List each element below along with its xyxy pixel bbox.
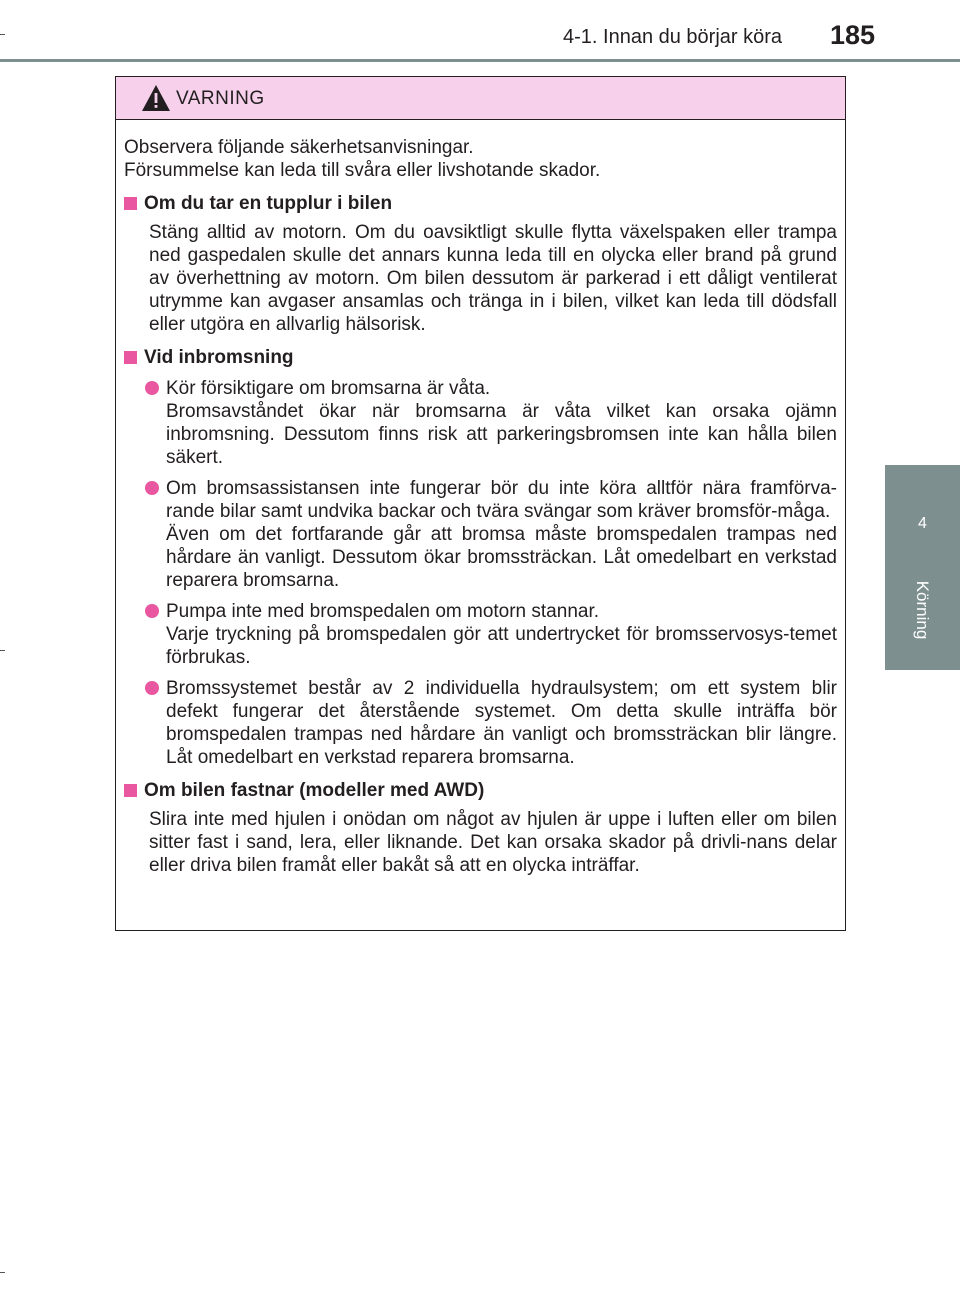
page-number: 185 <box>830 20 876 50</box>
bullet-text: Varje tryckning på bromspedalen gör att undertrycket för bromsservosys-temet förbrukas. <box>166 624 837 668</box>
section-nap <box>124 192 837 336</box>
bullet-lead: Kör försiktigare om bromsarna är våta. <box>166 378 491 399</box>
section-title: 4-1. Innan du börjar köra <box>563 26 783 48</box>
list-item <box>145 677 837 769</box>
intro-line: Observera följande säkerhetsanvisningar. <box>124 137 474 158</box>
square-bullet-icon <box>124 784 137 797</box>
crop-mark <box>0 34 5 35</box>
section-heading-text: Om du tar en tupplur i bilen <box>144 193 393 214</box>
warning-title: VARNING <box>176 88 265 109</box>
round-bullet-icon <box>145 681 159 695</box>
bullet-text: Även om det fortfarande går att bromsa måste bromspedalen trampas ned hårdare än vanligt. Dessutom ökar bromssträckan. Låt omedelbart en verkstad reparera bromsarna. <box>166 524 837 591</box>
section-stuck <box>124 779 837 877</box>
chapter-label: Körning <box>913 580 932 640</box>
section-heading-text: Om bilen fastnar (modeller med AWD) <box>144 780 485 801</box>
list-item <box>145 377 837 469</box>
crop-mark <box>0 650 5 651</box>
section-heading <box>124 779 837 802</box>
section-paragraph: Slira inte med hjulen i onödan om något av hjulen är uppe i luften eller om bilen sitter fast i sand, lera, eller liknande. Det kan orsaka skador på drivli-nans delar eller driva bilen framåt eller bakåt så att en olycka inträffar. <box>149 809 837 876</box>
section-heading-text: Vid inbromsning <box>144 347 294 368</box>
section-braking <box>124 346 837 769</box>
list-item <box>145 600 837 669</box>
header-rule <box>0 59 960 62</box>
warning-box <box>115 76 846 931</box>
intro-line: Försummelse kan leda till svåra eller livshotande skador. <box>124 160 601 181</box>
section-heading <box>124 192 837 215</box>
bullet-lead: Om bromsassistansen inte fungerar bör du inte köra alltför nära framförva-rande bilar samt undvika backar och tvära svängar som kräver bromsför-måga. <box>166 478 837 522</box>
list-item <box>145 477 837 592</box>
square-bullet-icon <box>124 351 137 364</box>
round-bullet-icon <box>145 604 159 618</box>
bullet-lead: Pumpa inte med bromspedalen om motorn stannar. <box>166 601 600 622</box>
warning-triangle-icon <box>141 84 171 112</box>
chapter-tab <box>885 465 960 670</box>
bullet-text: Bromsavståndet ökar när bromsarna är våta vilket kan orsaka ojämn inbromsning. Dessutom finns risk att parkeringsbromsen inte kan hålla bilen säkert. <box>166 401 837 468</box>
section-heading <box>124 346 837 369</box>
round-bullet-icon <box>145 481 159 495</box>
chapter-number: 4 <box>918 515 927 532</box>
section-paragraph: Stäng alltid av motorn. Om du oavsiktligt skulle flytta växelspaken eller trampa ned gaspedalen skulle det annars kunna leda till en olycka eller brand på grund av överhettning av motorn. Om bilen dessutom är parkerad i ett dåligt ventilerat utrymme kan avgaser ansamlas och tränga in i bilen, vilket kan leda till dödsfall eller utgöra en allvarlig hälsorisk. <box>149 222 837 335</box>
round-bullet-icon <box>145 381 159 395</box>
warning-header <box>116 77 845 120</box>
bullet-lead: Bromssystemet består av 2 individuella hydraulsystem; om ett system blir defekt fungerar det återstående systemet. Om detta skulle inträffa bör bromspedalen trampas ned hårdare än vanligt och bromssträckan blir längre. Låt omedelbart en verkstad reparera bromsarna. <box>166 678 837 768</box>
square-bullet-icon <box>124 197 137 210</box>
crop-mark <box>0 1272 5 1273</box>
warning-body <box>116 120 845 877</box>
